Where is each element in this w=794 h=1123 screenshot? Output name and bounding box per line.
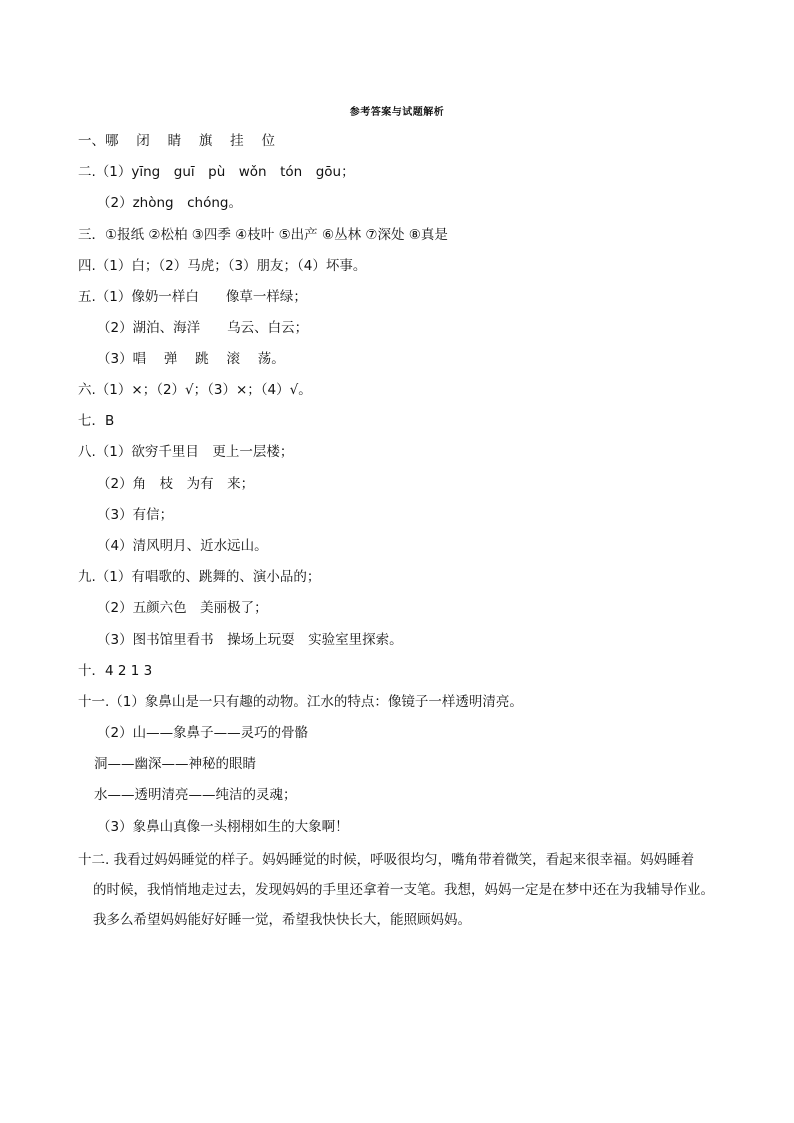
answer-11-1: 十一.（1）象鼻山是一只有趣的动物。江水的特点：像镜子一样透明清亮。	[78, 694, 523, 710]
answer-9-3: （3）图书馆里看书 操场上玩耍 实验室里探索。	[97, 632, 403, 648]
answer-2-1: 二.（1）yīng guī pù wǒn tón gōu；	[78, 164, 355, 180]
answer-8-3: （3）有信；	[97, 507, 174, 523]
answer-12-paragraph	[78, 845, 733, 935]
answer-8-1: 八.（1）欲穷千里目 更上一层楼；	[78, 444, 294, 460]
answer-5-1: 五.（1）像奶一样白 像草一样绿；	[78, 289, 307, 305]
page-title: 参考答案与试题解析	[349, 107, 445, 118]
answer-3: 三．①报纸 ②松柏 ③四季 ④枝叶 ⑤出产 ⑥丛林 ⑦深处 ⑧真是	[78, 227, 448, 243]
answer-10: 十．4 2 1 3	[78, 663, 153, 679]
answer-5-2: （2）湖泊、海洋 乌云、白云；	[97, 320, 309, 336]
answer-11-2: （2）山——象鼻子——灵巧的骨骼	[97, 725, 309, 741]
answer-6: 六.（1）×；（2）√；（3）×；（4）√。	[78, 382, 312, 398]
answer-11-5: （3）象鼻山真像一头栩栩如生的大象啊！	[97, 819, 349, 835]
answer-9-1: 九.（1）有唱歌的、跳舞的、演小品的；	[78, 569, 321, 585]
answer-12-line-1: 十二. 我看过妈妈睡觉的样子。妈妈睡觉的时候，呼吸很均匀，嘴角带着微笑，看起来很幸福。妈妈睡着	[78, 852, 695, 868]
answer-4: 四.（1）白；（2）马虎；（3）朋友；（4）坏事。	[78, 258, 367, 274]
answer-8-2: （2）角 枝 为有 来；	[97, 476, 255, 492]
answer-5-3: （3）唱 弹 跳 滚 荡。	[97, 351, 285, 367]
answer-8-4: （4）清风明月、近水远山。	[97, 538, 268, 554]
answer-11-3: 洞——幽深——神秘的眼睛	[94, 756, 256, 772]
answer-1: 一、哪 闭 睛 旗 挂 位	[78, 133, 275, 149]
answer-2-2: （2）zhòng chóng。	[97, 195, 242, 211]
answer-11-4: 水——透明清亮——纯洁的灵魂；	[94, 787, 297, 803]
answer-12-line-2: 的时候，我悄悄地走过去，发现妈妈的手里还拿着一支笔。我想，妈妈一定是在梦中还在为我辅导作业。	[93, 882, 714, 898]
answer-7: 七．B	[78, 413, 115, 429]
answer-9-2: （2）五颜六色 美丽极了；	[97, 600, 268, 616]
answer-12-line-3: 我多么希望妈妈能好好睡一觉，希望我快快长大，能照顾妈妈。	[93, 912, 471, 928]
